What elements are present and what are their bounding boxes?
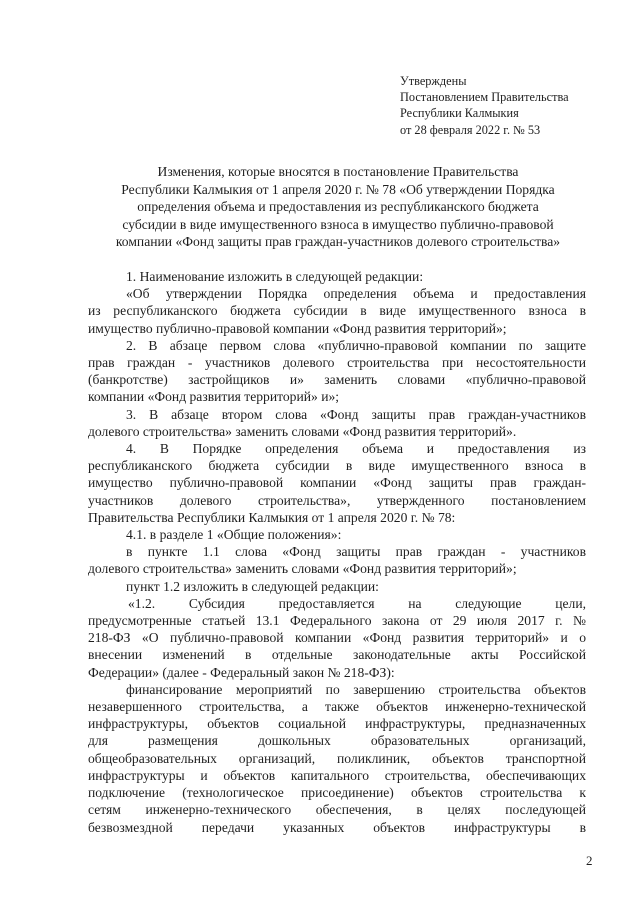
body-line: незавершенного строительства, а также объектов инженерно-технической <box>88 699 586 715</box>
title-line: определения объема и предоставления из республиканского бюджета <box>137 199 539 215</box>
body-line: 1. Наименование изложить в следующей редакции: <box>126 269 424 284</box>
body-line: имущество публично-правовой компании «Фонд развития территорий»; <box>88 320 507 336</box>
document-body <box>88 268 586 836</box>
body-line: долевого строительства» заменить словами «Фонд развития территорий»; <box>88 561 517 577</box>
title-line: Республики Калмыкия от 1 апреля 2020 г. № 78 «Об утверждении Порядка <box>121 181 555 197</box>
approval-line: Постановлением Правительства <box>400 90 569 105</box>
body-line: долевого строительства» заменить словами «Фонд развития территорий». <box>88 423 517 439</box>
approval-line: от 28 февраля 2022 г. № 53 <box>400 122 541 137</box>
page-number: 2 <box>586 853 593 868</box>
body-line: 218-ФЗ «О публично-правовой компании «Фонд развития территорий» и о <box>88 630 586 646</box>
body-line: «Об утверждении Порядка определения объема и предоставления <box>126 286 586 302</box>
body-line: Федерации» (далее - Федеральный закон № 218-ФЗ): <box>88 664 395 680</box>
body-line: инфраструктуры, объектов социальной инфраструктуры, предназначенных <box>88 716 586 732</box>
approval-stamp <box>400 73 569 138</box>
body-line: 4.1. в разделе 1 «Общие положения»: <box>126 527 342 543</box>
body-line: общеобразовательных организаций, поликлиник, объектов транспортной <box>88 750 586 766</box>
title-line: компании «Фонд защиты прав граждан-участников долевого строительства» <box>115 234 561 250</box>
body-line: для размещения дошкольных образовательных организаций, <box>88 733 586 749</box>
body-line: сетям инженерно-технического обеспечения, в целях последующей <box>88 802 586 818</box>
body-line: инфраструктуры и объектов капитального строительства, обеспечивающих <box>88 767 586 783</box>
document-title <box>88 163 588 251</box>
body-line: предусмотренные статьей 13.1 Федерального закона от 29 июля 2017 г. № <box>88 613 586 629</box>
body-line: Правительства Республики Калмыкия от 1 апреля 2020 г. № 78: <box>88 509 456 525</box>
body-line: 3. В абзаце втором слова «Фонд защиты прав граждан-участников <box>126 406 586 422</box>
body-line: пункт 1.2 изложить в следующей редакции: <box>126 578 379 594</box>
body-line: (банкротстве) застройщиков и» заменить словами «публично-правовой <box>88 372 586 388</box>
body-line: 2. В абзаце первом слова «публично-правовой компании по защите <box>126 337 586 353</box>
title-line: субсидии в виде имущественного взноса в имущество публично-правовой <box>122 216 554 232</box>
body-line: из республиканского бюджета субсидии в виде имущественного взноса в <box>88 303 586 319</box>
body-line: имущество публично-правовой компании «Фонд защиты прав граждан- <box>88 475 586 491</box>
body-line: в пункте 1.1 слова «Фонд защиты прав граждан - участников <box>126 544 586 560</box>
body-line: 4. В Порядке определения объема и предоставления из <box>126 441 586 457</box>
body-line: прав граждан - участников долевого строительства при несостоятельности <box>88 355 586 371</box>
body-line: подключение (технологическое присоединение) объектов строительства к <box>88 785 586 801</box>
body-line: республиканского бюджета субсидии в виде имущественного взноса в <box>88 458 586 474</box>
body-line: финансирование мероприятий по завершению строительства объектов <box>126 681 586 697</box>
body-line: внесении изменений в отдельные законодательные акты Российской <box>88 647 586 663</box>
approval-line: Республики Калмыкия <box>400 106 519 121</box>
body-line: участников долевого строительства», утвержденного постановлением <box>88 492 586 508</box>
body-line: компании «Фонд развития территорий» и»; <box>88 389 340 405</box>
body-line: «1.2. Субсидия предоставляется на следующие цели, <box>128 595 586 611</box>
approval-line: Утверждены <box>400 74 467 88</box>
body-line: безвозмездной передачи указанных объектов инфраструктуры в <box>88 819 586 835</box>
title-line: Изменения, которые вносятся в постановление Правительства <box>157 164 519 179</box>
